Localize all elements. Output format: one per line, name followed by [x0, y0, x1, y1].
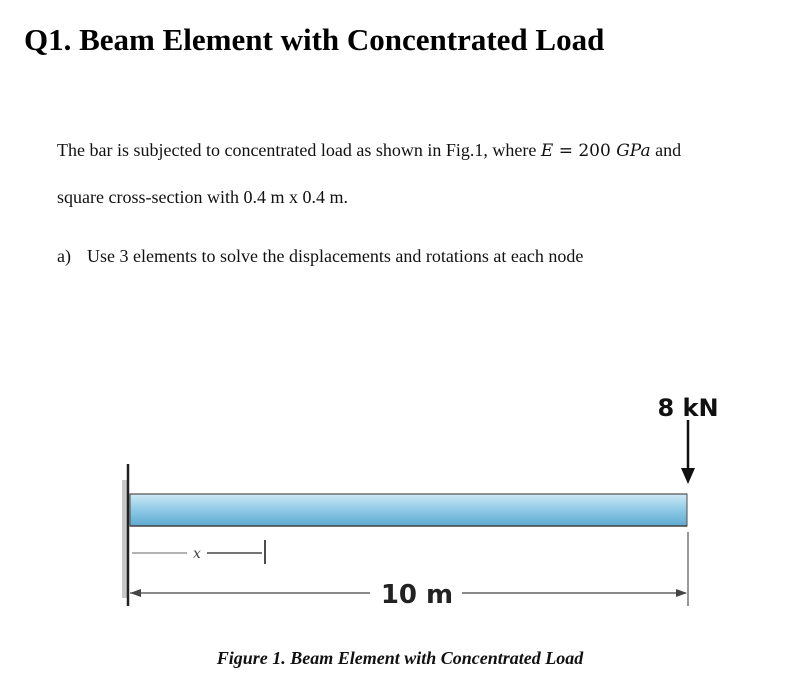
statement-text: The bar is subjected to concentrated load as shown in Fig.1, where: [57, 140, 541, 160]
question-part-a: [57, 246, 583, 267]
length-arrow-left: [130, 589, 141, 597]
problem-statement-line2: square cross-section with 0.4 m x 0.4 m.: [57, 187, 348, 207]
question-title: Q1. Beam Element with Concentrated Load: [24, 22, 605, 57]
load-label: 8 kN: [657, 394, 719, 422]
length-label: 10 m: [380, 580, 454, 610]
load-arrow-head: [681, 468, 695, 484]
part-text: Use 3 elements to solve the displacements and rotations at each node: [87, 246, 584, 266]
length-arrow-right: [676, 589, 687, 597]
statement-text-end: and: [650, 140, 682, 160]
problem-statement-line1: [57, 140, 681, 161]
math-variable-e: E: [540, 141, 554, 161]
beam-body: [130, 494, 687, 526]
math-unit-gpa: GPa: [616, 141, 651, 161]
figure-caption: Figure 1. Beam Element with Concentrated Load: [216, 648, 584, 668]
x-label: x: [193, 546, 201, 562]
math-equals-value: = 200: [553, 141, 617, 161]
part-label: a): [57, 246, 71, 266]
beam-figure: [0, 380, 787, 645]
